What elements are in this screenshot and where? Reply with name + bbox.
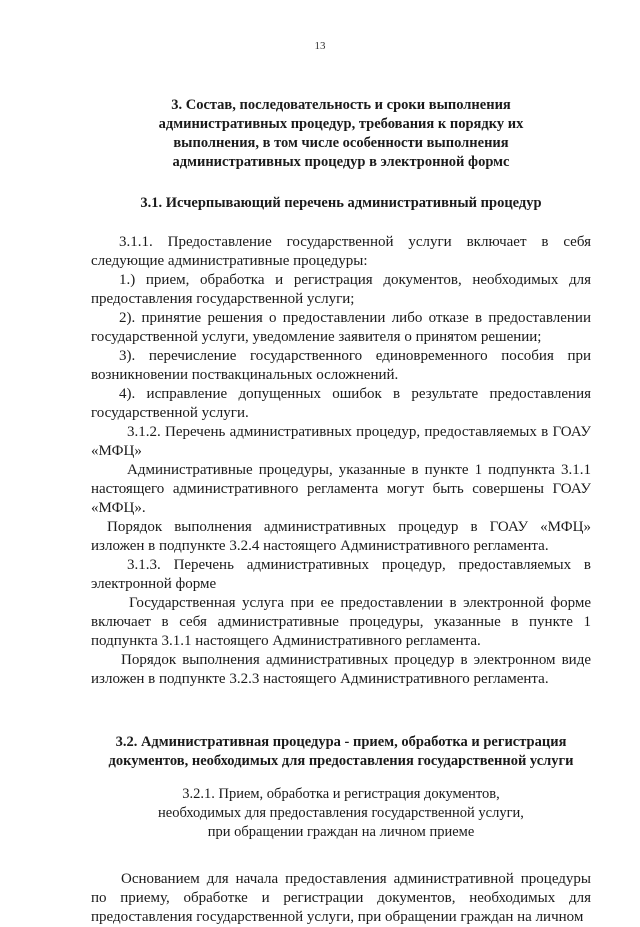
section-3-2-1-title-line: необходимых для предоставления государственной услуги, <box>158 805 524 821</box>
section-3-1-title: 3.1. Исчерпывающий перечень административный процедур <box>140 195 542 211</box>
page-content <box>91 96 591 927</box>
paragraph-electronic-service: Государственная услуга при ее предоставлении в электронной форме включает в себя административные процедуры, указанные в пункте 1 подпункта 3.1.1 настоящего Административного регламента. <box>91 595 591 649</box>
paragraph-mfc-order: Порядок выполнения административных процедур в ГОАУ «МФЦ» изложен в подпункте 3.2.4 настоящего Административного регламента. <box>91 519 591 554</box>
paragraph-mfc-procedures: Административные процедуры, указанные в пункте 1 подпункта 3.1.1 настоящего административного регламента могут быть совершены ГОАУ «МФЦ». <box>91 462 591 516</box>
list-item-4: 4). исправление допущенных ошибок в результате предоставления государственной услуги. <box>91 386 591 421</box>
paragraph-3-1-2: 3.1.2. Перечень административных процедур, предоставляемых в ГОАУ «МФЦ» <box>91 424 591 459</box>
section-3-title <box>91 96 591 172</box>
section-3-2-1-title <box>91 785 591 842</box>
section-3-2-title <box>91 733 591 771</box>
paragraph-electronic-order: Порядок выполнения административных процедур в электронном виде изложен в подпункте 3.2.3 настоящего Административного регламента. <box>91 652 591 687</box>
page-number: 13 <box>314 40 326 52</box>
section-3-2-1-title-line: при обращении граждан на личном приеме <box>207 824 475 840</box>
section-3-2-1-title-line: 3.2.1. Прием, обработка и регистрация документов, <box>182 786 500 802</box>
list-item-1: 1.) прием, обработка и регистрация документов, необходимых для предоставления государственной услуги; <box>91 272 591 307</box>
section-3-2-title-line: документов, необходимых для предоставления государственной услуги <box>108 753 574 769</box>
list-item-3: 3). перечисление государственного единовременного пособия при возникновении поствакцинальных осложнений. <box>91 348 591 383</box>
section-3-title-line: административных процедур, требования к порядку их <box>158 116 524 132</box>
list-item-2: 2). принятие решения о предоставлении либо отказе в предоставлении государственной услуги, уведомление заявителя о принятом решении; <box>91 310 591 345</box>
paragraph-basis: Основанием для начала предоставления административной процедуры по приему, обработке и регистрации документов, необходимых для предоставления государственной услуги, при обращении граждан на личном <box>91 871 591 925</box>
section-3-2-title-line: 3.2. Административная процедура - прием, обработка и регистрация <box>115 734 567 750</box>
section-3-title-line: выполнения, в том числе особенности выполнения <box>173 135 509 151</box>
paragraph-3-1-3: 3.1.3. Перечень административных процедур, предоставляемых в электронной форме <box>91 557 591 592</box>
section-3-title-line: 3. Состав, последовательность и сроки выполнения <box>171 97 511 113</box>
section-3-title-line: административных процедур в электронной формс <box>172 154 510 170</box>
paragraph-3-1-1: 3.1.1. Предоставление государственной услуги включает в себя следующие административные процедуры: <box>91 234 591 269</box>
